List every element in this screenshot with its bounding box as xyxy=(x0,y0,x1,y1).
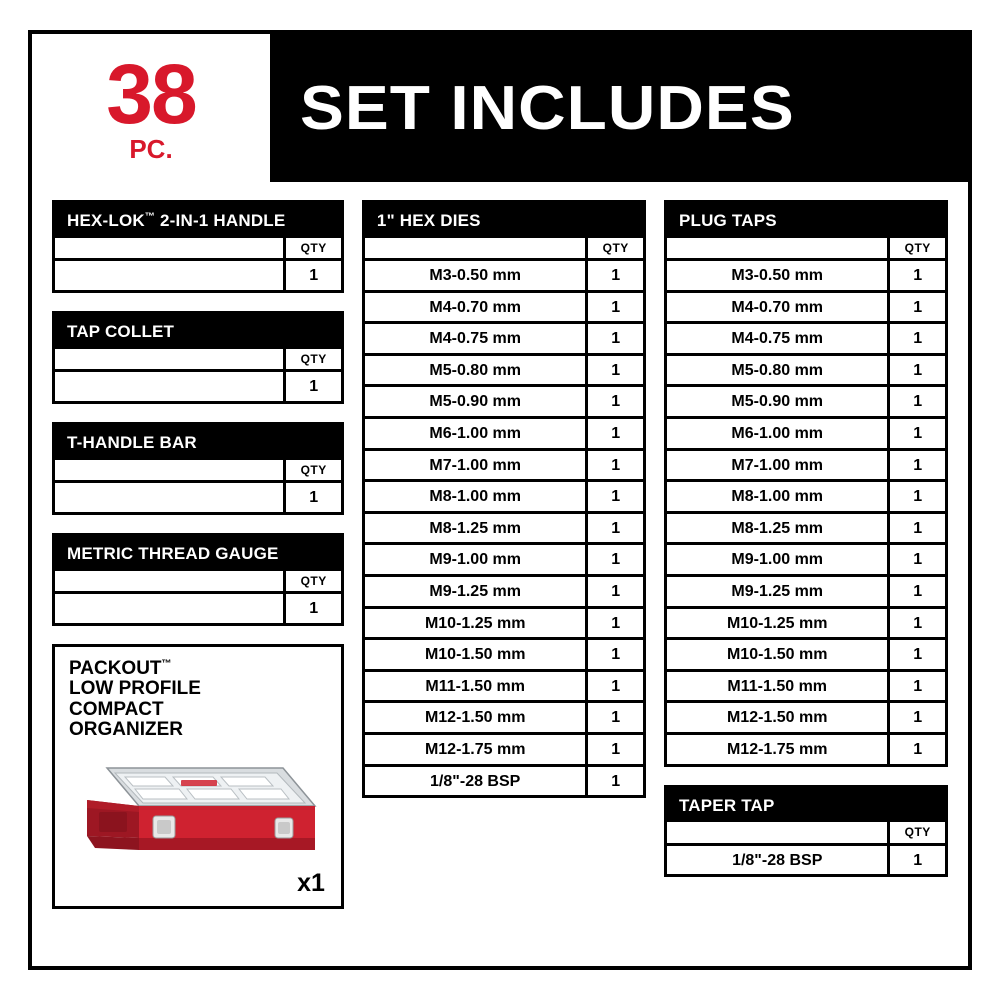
blank-head xyxy=(55,460,285,482)
item-name-cell: M12-1.75 mm xyxy=(667,733,889,763)
table-row xyxy=(365,702,643,734)
table-row xyxy=(365,512,643,544)
table-row xyxy=(667,607,945,639)
item-qty-cell: 1 xyxy=(587,702,643,734)
item-name-cell: M9-1.25 mm xyxy=(667,575,889,607)
item-qty-cell: 1 xyxy=(889,512,945,544)
table-row xyxy=(667,670,945,702)
table-row xyxy=(55,482,341,512)
packout-line3: COMPACT xyxy=(69,698,164,720)
item-qty-cell: 1 xyxy=(889,733,945,763)
item-qty-cell: 1 xyxy=(587,449,643,481)
table-row xyxy=(365,354,643,386)
item-name-cell: M8-1.00 mm xyxy=(365,481,587,513)
item-qty-cell: 1 xyxy=(587,544,643,576)
block-hex-lok-handle xyxy=(52,200,344,293)
item-qty-cell: 1 xyxy=(587,733,643,765)
qty-header: QTY xyxy=(300,462,327,477)
item-qty-cell: 1 xyxy=(587,354,643,386)
trademark-icon: ™ xyxy=(161,658,172,670)
qty-header: QTY xyxy=(904,240,931,255)
block-taper-tap xyxy=(664,785,948,878)
table-metric-thread-gauge xyxy=(55,571,341,623)
item-name-cell: M6-1.00 mm xyxy=(365,418,587,450)
right-column xyxy=(664,200,948,950)
qty-header: QTY xyxy=(300,241,327,255)
block-title-metric-thread-gauge: METRIC THREAD GAUGE xyxy=(55,536,341,571)
table-head-row xyxy=(55,571,341,593)
table-row xyxy=(55,371,341,401)
item-name-cell: M10-1.25 mm xyxy=(365,607,587,639)
item-qty-cell: 1 xyxy=(889,418,945,450)
page-title: SET INCLUDES xyxy=(300,73,795,143)
item-name-cell: M4-0.70 mm xyxy=(667,291,889,323)
item-qty-cell: 1 xyxy=(889,702,945,734)
table-row xyxy=(667,512,945,544)
item-qty-cell: 1 xyxy=(889,844,945,874)
trademark-icon: ™ xyxy=(144,211,156,223)
table-row xyxy=(667,733,945,763)
item-qty-cell: 1 xyxy=(587,607,643,639)
item-qty-cell: 1 xyxy=(889,291,945,323)
piece-count-badge xyxy=(32,34,270,182)
packout-quantity: x1 xyxy=(297,868,325,897)
header-bar xyxy=(270,34,968,182)
item-qty-cell: 1 xyxy=(587,765,643,795)
table-taper-tap xyxy=(667,822,945,874)
table-row xyxy=(667,354,945,386)
table-hex-lok-handle xyxy=(55,238,341,290)
table-row xyxy=(55,593,341,623)
item-qty-cell: 1 xyxy=(587,639,643,671)
blank-head xyxy=(55,238,285,260)
item-name-cell: M11-1.50 mm xyxy=(365,670,587,702)
piece-count-number: 38 xyxy=(106,47,196,142)
block-plug-taps xyxy=(664,200,948,767)
item-name-cell: 1/8"-28 BSP xyxy=(667,844,889,874)
item-qty-cell: 1 xyxy=(889,354,945,386)
item-name-cell: M3-0.50 mm xyxy=(667,260,889,292)
item-qty-cell: 1 xyxy=(285,260,341,290)
table-row xyxy=(667,449,945,481)
item-name-cell: M7-1.00 mm xyxy=(365,449,587,481)
item-qty-cell: 1 xyxy=(889,260,945,292)
blank-head xyxy=(667,822,889,844)
item-name-cell xyxy=(55,482,285,512)
block-title-hex-lok-handle xyxy=(55,203,341,238)
item-qty-cell: 1 xyxy=(889,544,945,576)
table-row xyxy=(667,639,945,671)
table-body-plug-taps xyxy=(667,238,945,764)
table-row xyxy=(667,291,945,323)
item-qty-cell: 1 xyxy=(889,607,945,639)
item-name-cell: M8-1.25 mm xyxy=(365,512,587,544)
hex-lok-name-rest: 2-IN-1 HANDLE xyxy=(155,211,286,230)
qty-header: QTY xyxy=(300,573,327,588)
table-head-row xyxy=(55,238,341,260)
packout-line2: LOW PROFILE xyxy=(69,678,201,700)
piece-count-unit: PC. xyxy=(129,133,173,164)
table-row xyxy=(365,607,643,639)
item-name-cell: M8-1.00 mm xyxy=(667,481,889,513)
table-row xyxy=(667,544,945,576)
packout-line1: PACKOUT xyxy=(69,657,162,679)
item-qty-cell: 1 xyxy=(587,418,643,450)
table-tap-collet xyxy=(55,349,341,401)
blank-head xyxy=(55,571,285,593)
columns-container xyxy=(32,182,968,966)
table-body-taper-tap xyxy=(667,822,945,874)
table-row xyxy=(365,418,643,450)
item-qty-cell: 1 xyxy=(587,670,643,702)
table-row xyxy=(365,575,643,607)
packout-line4: ORGANIZER xyxy=(69,719,183,741)
table-head-row xyxy=(365,238,643,260)
table-row xyxy=(667,386,945,418)
item-name-cell: M6-1.00 mm xyxy=(667,418,889,450)
table-row xyxy=(365,670,643,702)
block-title-t-handle-bar: T-HANDLE BAR xyxy=(55,425,341,460)
item-name-cell xyxy=(55,371,285,401)
block-t-handle-bar xyxy=(52,422,344,515)
middle-column xyxy=(362,200,646,950)
item-name-cell: M4-0.70 mm xyxy=(365,291,587,323)
item-name-cell: M11-1.50 mm xyxy=(667,670,889,702)
item-qty-cell: 1 xyxy=(285,593,341,623)
table-row xyxy=(667,418,945,450)
item-qty-cell: 1 xyxy=(889,323,945,355)
item-qty-cell: 1 xyxy=(889,575,945,607)
blank-head xyxy=(55,349,285,371)
item-name-cell: M5-0.90 mm xyxy=(365,386,587,418)
item-qty-cell: 1 xyxy=(587,512,643,544)
item-qty-cell: 1 xyxy=(285,371,341,401)
packout-low-profile-compact-organizer-image xyxy=(69,760,319,878)
table-body-hex-dies xyxy=(365,238,643,795)
item-qty-cell: 1 xyxy=(889,639,945,671)
item-name-cell: M10-1.25 mm xyxy=(667,607,889,639)
block-tap-collet xyxy=(52,311,344,404)
item-name-cell: M9-1.25 mm xyxy=(365,575,587,607)
table-row xyxy=(667,323,945,355)
item-name-cell: M3-0.50 mm xyxy=(365,260,587,292)
item-qty-cell: 1 xyxy=(587,386,643,418)
item-name-cell xyxy=(55,593,285,623)
table-row xyxy=(667,844,945,874)
table-row xyxy=(365,449,643,481)
item-name-cell: M5-0.80 mm xyxy=(365,354,587,386)
table-row xyxy=(365,386,643,418)
item-name-cell: M4-0.75 mm xyxy=(667,323,889,355)
table-row xyxy=(667,575,945,607)
table-plug-taps xyxy=(667,238,945,764)
blank-head xyxy=(365,238,587,260)
table-row xyxy=(667,702,945,734)
table-t-handle-bar xyxy=(55,460,341,512)
item-qty-cell: 1 xyxy=(889,481,945,513)
blank-head xyxy=(667,238,889,260)
table-row xyxy=(667,481,945,513)
item-qty-cell: 1 xyxy=(587,481,643,513)
item-name-cell: M5-0.90 mm xyxy=(667,386,889,418)
table-head-row xyxy=(667,238,945,260)
table-row xyxy=(667,260,945,292)
item-qty-cell: 1 xyxy=(889,670,945,702)
item-qty-cell: 1 xyxy=(889,386,945,418)
qty-header: QTY xyxy=(300,351,327,366)
item-name-cell xyxy=(55,260,285,290)
table-row xyxy=(365,291,643,323)
qty-header: QTY xyxy=(602,240,629,255)
table-row xyxy=(365,260,643,292)
item-qty-cell: 1 xyxy=(889,449,945,481)
item-qty-cell: 1 xyxy=(587,323,643,355)
table-row xyxy=(365,639,643,671)
block-title-tap-collet: TAP COLLET xyxy=(55,314,341,349)
item-qty-cell: 1 xyxy=(587,291,643,323)
block-hex-dies xyxy=(362,200,646,798)
item-name-cell: M10-1.50 mm xyxy=(365,639,587,671)
header xyxy=(32,34,968,182)
table-row xyxy=(365,544,643,576)
item-name-cell: M9-1.00 mm xyxy=(365,544,587,576)
item-qty-cell: 1 xyxy=(587,260,643,292)
block-title-plug-taps: PLUG TAPS xyxy=(667,203,945,238)
table-row xyxy=(365,481,643,513)
item-name-cell: M10-1.50 mm xyxy=(667,639,889,671)
table-row xyxy=(365,323,643,355)
table-row xyxy=(365,765,643,795)
item-name-cell: 1/8"-28 BSP xyxy=(365,765,587,795)
item-name-cell: M7-1.00 mm xyxy=(667,449,889,481)
item-name-cell: M8-1.25 mm xyxy=(667,512,889,544)
item-qty-cell: 1 xyxy=(587,575,643,607)
item-qty-cell: 1 xyxy=(285,482,341,512)
table-head-row xyxy=(55,460,341,482)
block-title-taper-tap: TAPER TAP xyxy=(667,788,945,823)
table-head-row xyxy=(667,822,945,844)
item-name-cell: M12-1.50 mm xyxy=(667,702,889,734)
item-name-cell: M12-1.75 mm xyxy=(365,733,587,765)
left-column xyxy=(52,200,344,950)
table-head-row xyxy=(55,349,341,371)
block-title-hex-dies: 1" HEX DIES xyxy=(365,203,643,238)
item-name-cell: M12-1.50 mm xyxy=(365,702,587,734)
hex-lok-name: HEX-LOK xyxy=(67,211,145,230)
item-name-cell: M4-0.75 mm xyxy=(365,323,587,355)
table-row xyxy=(365,733,643,765)
table-row xyxy=(55,260,341,290)
table-hex-dies xyxy=(365,238,643,795)
block-metric-thread-gauge xyxy=(52,533,344,626)
item-name-cell: M9-1.00 mm xyxy=(667,544,889,576)
block-packout-organizer xyxy=(52,644,344,909)
packout-title xyxy=(69,659,327,741)
qty-header: QTY xyxy=(904,825,931,840)
content-frame xyxy=(28,30,972,970)
item-name-cell: M5-0.80 mm xyxy=(667,354,889,386)
